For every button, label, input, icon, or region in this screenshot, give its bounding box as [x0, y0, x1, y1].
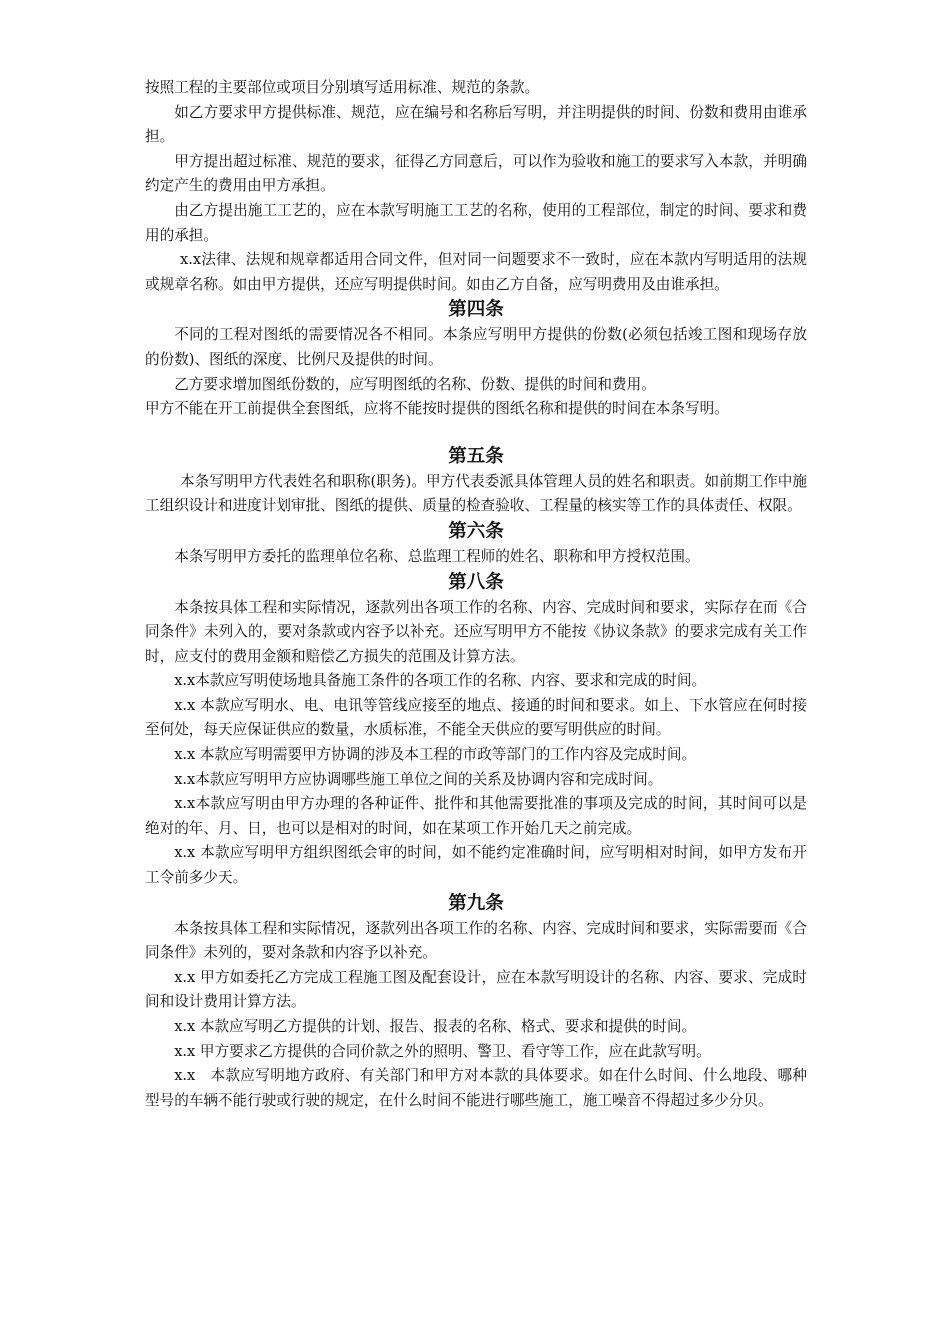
document-page — [145, 76, 807, 1113]
paragraph: 不同的工程对图纸的需要情况各不相同。本条应写明甲方提供的份数(必须包括竣工图和现场存放的份数)、图纸的深度、比例尺及提供的时间。 — [145, 326, 807, 368]
paragraph: x.x 本款应写明需要甲方协调的涉及本工程的市政等部门的工作内容及完成时间。 — [174, 746, 697, 764]
paragraph: 如乙方要求甲方提供标准、规范，应在编号和名称后写明，并注明提供的时间、份数和费用由谁承担。 — [145, 103, 807, 146]
paragraph: x.x 本款应写明水、电、电讯等管线应接至的地点、接通的时间和要求。如上、下水管应在何时接至何处，每天应保证供应的数量，水质标准，不能全天供应的要写明供应的时间。 — [145, 696, 807, 739]
article-5-heading: 第五条 — [448, 445, 504, 467]
paragraph: 本条按具体工程和实际情况，逐款列出各项工作的名称、内容、完成时间和要求，实际需要而《合同条件》未列的，要对条款和内容予以补充。 — [145, 919, 807, 962]
paragraph: x.x 甲方如委托乙方完成工程施工图及配套设计，应在本款写明设计的名称、内容、要求、完成时间和设计费用计算方法。 — [145, 968, 807, 1011]
paragraph: 按照工程的主要部位或项目分别填写适用标准、规范的条款。 — [145, 79, 540, 96]
paragraph: x.x 甲方要求乙方提供的合同价款之外的照明、警卫、看守等工作，应在此款写明。 — [174, 1042, 711, 1060]
spacer — [145, 422, 807, 444]
paragraph: x.x本款应写明由甲方办理的各种证件、批件和其他需要批准的事项及完成的时间，其时间可以是绝对的年、月、日，也可以是相对的时间，如在某项工作开始几天之前完成。 — [145, 795, 807, 837]
paragraph: x.x本款应写明使场地具备施工条件的各项工作的名称、内容、要求和完成的时间。 — [174, 672, 707, 690]
paragraph: 本条写明甲方委托的监理单位名称、总监理工程师的姓名、职称和甲方授权范围。 — [174, 547, 700, 565]
paragraph: x.x 本款应写明乙方提供的计划、报告、报表的名称、格式、要求和提供的时间。 — [174, 1018, 697, 1035]
paragraph: 由乙方提出施工工艺的，应在本款写明施工工艺的名称，使用的工程部位，制定的时间、要求和费用的承担。 — [145, 201, 807, 244]
paragraph: 本条写明甲方代表姓名和职称(职务)。甲方代表委派具体管理人员的姓名和职责。如前期工作中施工组织设计和进度计划审批、图纸的提供、质量的检查验收、工程量的核实等工作的具体责任、权限。 — [145, 472, 807, 515]
paragraph: 甲方提出超过标准、规范的要求，征得乙方同意后，可以作为验收和施工的要求写入本款，并明确约定产生的费用由甲方承担。 — [145, 152, 807, 195]
article-6-heading: 第六条 — [448, 520, 504, 542]
paragraph: 本条按具体工程和实际情况，逐款列出各项工作的名称、内容、完成时间和要求，实际存在而《合同条件》未列入的，要对条款或内容予以补充。还应写明甲方不能按《协议条款》的要求完成有关工作时，应支付的费用金额和赔偿乙方损失的范围及计算方法。 — [145, 598, 807, 665]
paragraph: 乙方要求增加图纸份数的，应写明图纸的名称、份数、提供的时间和费用。 — [174, 375, 656, 393]
article-8-heading: 第八条 — [448, 571, 504, 593]
article-9-heading: 第九条 — [448, 892, 504, 914]
paragraph: 甲方不能在开工前提供全套图纸，应将不能按时提供的图纸名称和提供的时间在本条写明。 — [145, 400, 729, 418]
paragraph: x.x本款应写明甲方应协调哪些施工单位之间的关系及协调内容和完成时间。 — [174, 770, 663, 788]
paragraph: x.x 本款应写明地方政府、有关部门和甲方对本款的具体要求。如在什么时间、什么地段、哪种型号的车辆不能行驶或行驶的规定，在什么时间不能进行哪些施工，施工噪音不得超过多少分贝。 — [145, 1067, 807, 1109]
article-4-heading: 第四条 — [448, 299, 504, 321]
paragraph: x.x 本款应写明甲方组织图纸会审的时间，如不能约定准确时间，应写明相对时间，如甲方发布开工令前多少天。 — [145, 844, 807, 887]
paragraph: x.x法律、法规和规章都适用合同文件，但对同一问题要求不一致时，应在本款内写明适用的法规或规章名称。如由甲方提供，还应写明提供时间。如由乙方自备，应写明费用及由谁承担。 — [145, 251, 807, 293]
